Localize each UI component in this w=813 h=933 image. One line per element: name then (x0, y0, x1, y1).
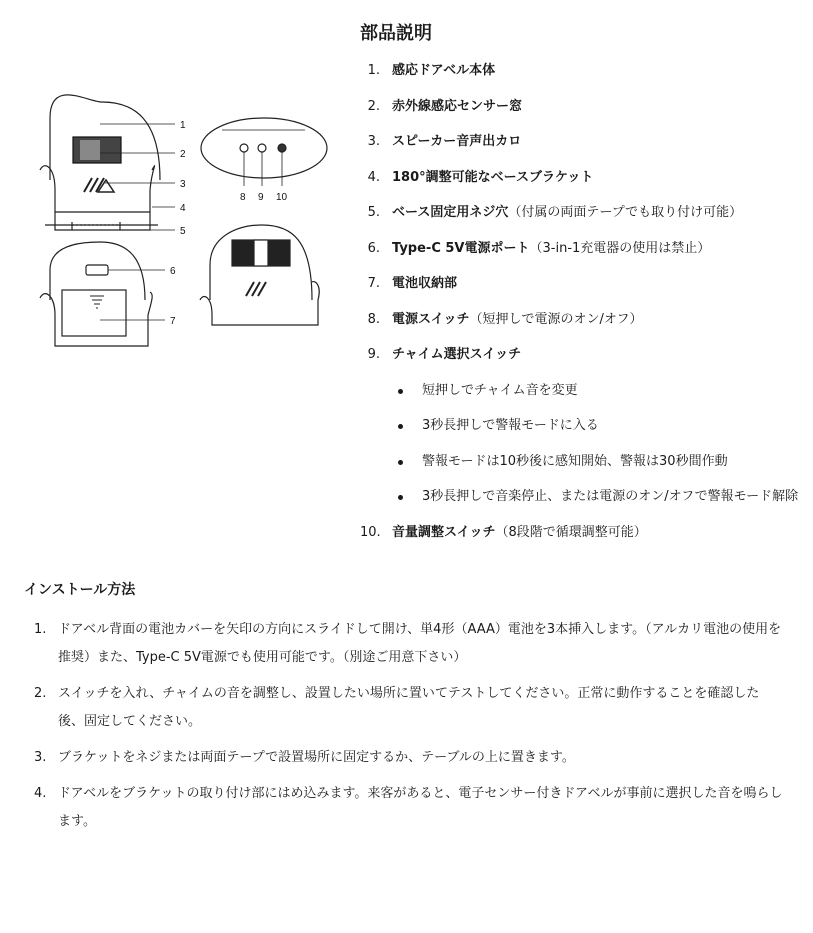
parts-list (360, 62, 810, 364)
list-item (360, 240, 810, 258)
install-step (24, 616, 784, 672)
install-section (24, 580, 784, 844)
step-text: ドアベルをブラケットの取り付け部にはめ込みます。来客があると、電子センサー付きドアベルが事前に選択した音を鳴らします。 (58, 786, 783, 829)
diagram-label-1: 1 (180, 120, 186, 131)
sub-item-text: 短押しでチャイム音を変更 (422, 382, 578, 398)
part-name: 音量調整スイッチ (392, 524, 496, 540)
diagram-label-5: 5 (180, 226, 186, 237)
top-view-illustration (201, 118, 327, 186)
diagram-label-7: 7 (170, 316, 176, 327)
diagram-label-10: 10 (276, 192, 288, 203)
part-name: 電源スイッチ (392, 311, 470, 327)
parts-diagram (0, 0, 345, 370)
diagram-label-9: 9 (258, 192, 264, 203)
bullet-icon (398, 424, 403, 429)
part-name: ベース固定用ネジ穴 (392, 205, 509, 220)
step-text: スイッチを入れ、チャイムの音を調整し、設置したい場所に置いてテストしてください。正常に動作することを確認した後、固定してください。 (58, 686, 760, 729)
list-item (360, 453, 810, 471)
sub-item-text: 3秒長押しで音楽停止、または電源のオン/オフで警報モード解除 (422, 489, 799, 504)
part-name: 電池収納部 (392, 276, 458, 291)
parts-title: 部品説明 (360, 23, 432, 44)
part-name: 赤外線感応センサー窓 (392, 98, 523, 114)
list-item (360, 417, 810, 435)
angled-view-illustration (200, 225, 319, 325)
item-number: 1. (367, 63, 380, 78)
item-number: 7. (367, 276, 380, 291)
part-note: （8段階で循環調整可能） (495, 524, 647, 540)
diagram-label-6: 6 (170, 266, 176, 277)
diagram-label-8: 8 (240, 192, 246, 203)
item-number: 10. (360, 524, 381, 540)
sub-item-text: 3秒長押しで警報モードに入る (422, 418, 599, 433)
list-item (360, 346, 810, 364)
back-leader-lines (100, 270, 165, 320)
bullet-icon (398, 495, 403, 500)
sub-item-text: 警報モードは10秒後に感知開始、警報は30秒間作動 (422, 453, 728, 469)
step-text: ドアベル背面の電池カバーを矢印の方向にスライドして開け、単4形（AAA）電池を3本挿入します。（アルカリ電池の使用を推奨）また、Type-C 5V電源でも使用可能です。（別途ご用意下さい） (58, 622, 782, 665)
part-name: Type-C 5V電源ポート (392, 240, 530, 256)
install-step (24, 780, 784, 836)
item-number: 8. (367, 311, 380, 327)
diagram-label-3: 3 (180, 179, 186, 190)
list-item (360, 204, 810, 222)
bullet-icon (398, 389, 403, 394)
part-name: スピーカー音声出カロ (392, 134, 522, 149)
list-item (360, 98, 810, 116)
part-name: 感応ドアベル本体 (392, 63, 496, 78)
item-number: 6. (367, 240, 380, 256)
bullet-icon (398, 460, 403, 465)
part-note: （付属の両面テープでも取り付け可能） (508, 205, 743, 220)
part-note: （3-in-1充電器の使用は禁止） (529, 240, 711, 256)
item-number: 3. (367, 134, 380, 149)
item-number: 9. (367, 347, 380, 362)
list-item (360, 62, 810, 80)
chime-sub-list (360, 382, 810, 507)
list-item (360, 311, 810, 329)
step-number: 4. (34, 786, 47, 801)
list-item (360, 382, 810, 400)
install-step (24, 744, 784, 772)
step-number: 2. (34, 686, 47, 701)
step-number: 1. (34, 622, 47, 637)
item-number: 4. (367, 169, 380, 185)
step-number: 3. (34, 750, 47, 765)
list-item (360, 524, 810, 542)
list-item (360, 488, 810, 506)
list-item (360, 275, 810, 293)
diagram-label-2: 2 (180, 149, 186, 160)
back-view-illustration (40, 242, 152, 346)
parts-section (360, 22, 810, 559)
front-view-illustration (40, 95, 160, 230)
list-item (360, 169, 810, 187)
install-title: インストール方法 (24, 582, 136, 598)
diagram-label-4: 4 (180, 203, 186, 214)
item-number: 5. (367, 205, 380, 220)
part-name: 180°調整可能なベースブラケット (392, 169, 594, 185)
step-text: ブラケットをネジまたは両面テープで設置場所に固定するか、テーブルの上に置きます。 (58, 750, 575, 765)
part-note: （短押しで電源のオン/オフ） (469, 311, 643, 327)
part-name: チャイム選択スイッチ (392, 347, 522, 362)
item-number: 2. (367, 98, 380, 114)
list-item (360, 133, 810, 151)
install-step (24, 680, 784, 736)
